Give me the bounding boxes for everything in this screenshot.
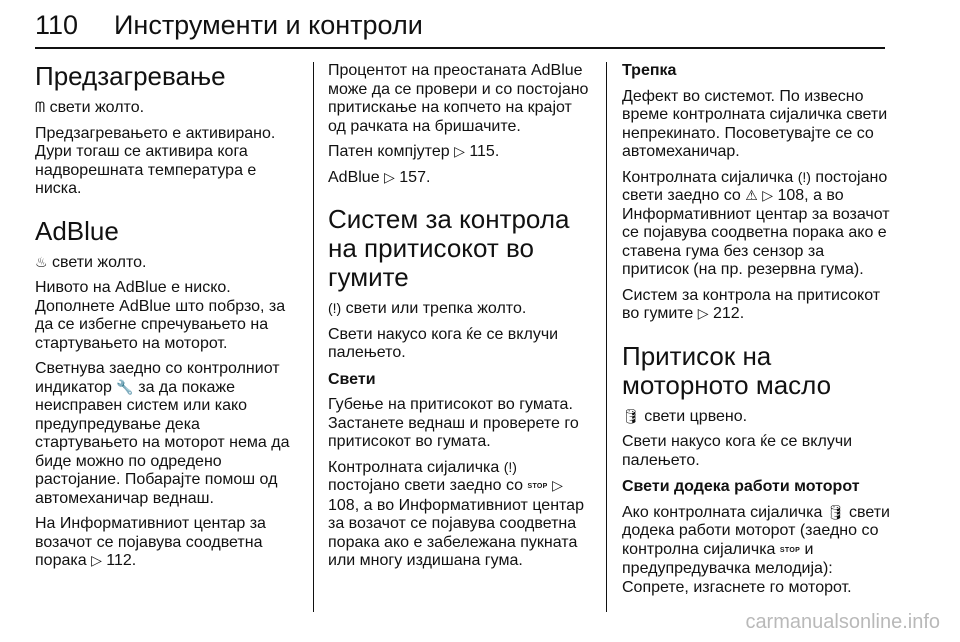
adblue-check-text: Процентот на преостаната AdBlue може да се провери и со постојано притискање на копчето на крајот од рачката на бришачите.: [328, 62, 589, 135]
section-heading-oil: Притисок на моторното масло: [622, 340, 832, 400]
tire-pressure-icon: (!): [503, 458, 517, 475]
tire-pressure-icon: (!): [328, 300, 342, 316]
page-number: 110: [35, 10, 79, 40]
tpms-flash-text: Дефект во системот. По извесно време контролната сијаличка свети непрекинато. Посоветувајте се со автомеханичар.: [622, 87, 888, 160]
section-heading-adblue: AdBlue: [35, 215, 119, 246]
adblue-text: Нивото на AdBlue е ниско. Дополнете AdBlue што побрзо, за да се избегне спречувањето на стартувањето на моторот.: [35, 279, 286, 352]
wrench-icon: 🔧: [116, 378, 134, 395]
preheat-status: ᗰ свети жолто.: [35, 99, 145, 116]
oil-can-icon: 🛢: [622, 407, 640, 424]
adblue-icon: ♨: [35, 253, 48, 270]
column-3: [622, 62, 892, 604]
tpms-text: Свети накусо кога ќе се вклучи палењето.: [328, 325, 559, 361]
section-heading-preheat: Предзагревање: [35, 61, 226, 91]
tpms-flash-detail: Контролната сијаличка (!) постојано свети заедно со ⚠ ▷ 108, а во Информативниот центар за возачот се појавува соодветна порака ако е ставена гума без сензор за притисок (на пр. резервна гума).: [622, 168, 890, 278]
adblue-ref: AdBlue ▷ 157.: [328, 168, 431, 186]
page-title: Инструменти и контроли: [114, 10, 423, 40]
column-2: [328, 62, 593, 578]
subheading-running: Свети додека работи моторот: [622, 478, 860, 495]
watermark: carmanualsonline.info: [745, 611, 940, 633]
oil-running-text: Ако контролната сијаличка 🛢 свети додека работи моторот (заедно со контролна сијаличка STOP и предупредувачка мелодија): Сопрете, изгаснете го моторот.: [622, 503, 890, 596]
oil-can-icon: 🛢: [826, 503, 845, 520]
page-ref-icon: ▷: [697, 305, 709, 321]
tpms-on-text: Губење на притисокот во гумата. Застанете веднаш и проверете го притисокот во гумата.: [328, 396, 579, 450]
warning-triangle-icon: ⚠: [745, 187, 758, 203]
oil-status: 🛢 свети црвено.: [622, 407, 748, 425]
tire-pressure-icon: (!): [797, 168, 811, 185]
oil-text: Свети накусо кога ќе се вклучи палењето.: [622, 433, 853, 469]
subheading-on: Свети: [328, 370, 376, 388]
stop-icon: STOP: [779, 546, 801, 554]
tpms-status: (!) свети или трепка жолто.: [328, 300, 527, 317]
page-ref-icon: ▷: [454, 143, 465, 159]
column-1: [35, 62, 297, 578]
glow-plug-icon: ᗰ: [35, 99, 46, 115]
tpms-ref: Систем за контрола на притисокот во гумите ▷ 212.: [622, 286, 881, 322]
preheat-text: Предзагревањето е активирано. Дури тогаш се активира кога надворешната температура е ниска.: [35, 124, 276, 197]
page-ref-icon: ▷: [91, 552, 102, 568]
tpms-on-detail: Контролната сијаличка (!) постојано свети заедно со STOP ▷ 108, а во Информативниот центар за возачот се појавува соодветна порака ако е забележана пукната или многу издишана гума.: [328, 458, 584, 569]
trip-computer-ref: Патен компјутер ▷ 115.: [328, 143, 500, 160]
adblue-message-text: На Информативниот центар за возачот се појавува соодветна порака ▷ 112.: [35, 515, 266, 569]
page-header: [35, 6, 885, 50]
adblue-status: ♨ свети жолто.: [35, 253, 147, 271]
column-divider: [313, 62, 314, 612]
page-ref-icon: ▷: [384, 168, 395, 185]
page-ref-icon: ▷: [552, 477, 563, 493]
adblue-warning-text: Светнува заедно со контролниот индикатор 🔧 за да покаже неисправен систем или како предупредување дека стартувањето на моторот нема да биде можно по одредено растојание. Побарајте помош од автомеханичар веднаш.: [35, 360, 290, 507]
header-rule: [35, 47, 885, 49]
stop-icon: STOP: [527, 483, 548, 490]
column-divider: [606, 62, 607, 612]
page-ref-icon: ▷: [762, 187, 774, 203]
section-heading-tpms: Систем за контрола на притисокот во гумите: [328, 204, 570, 292]
subheading-flash: Трепка: [622, 62, 677, 79]
